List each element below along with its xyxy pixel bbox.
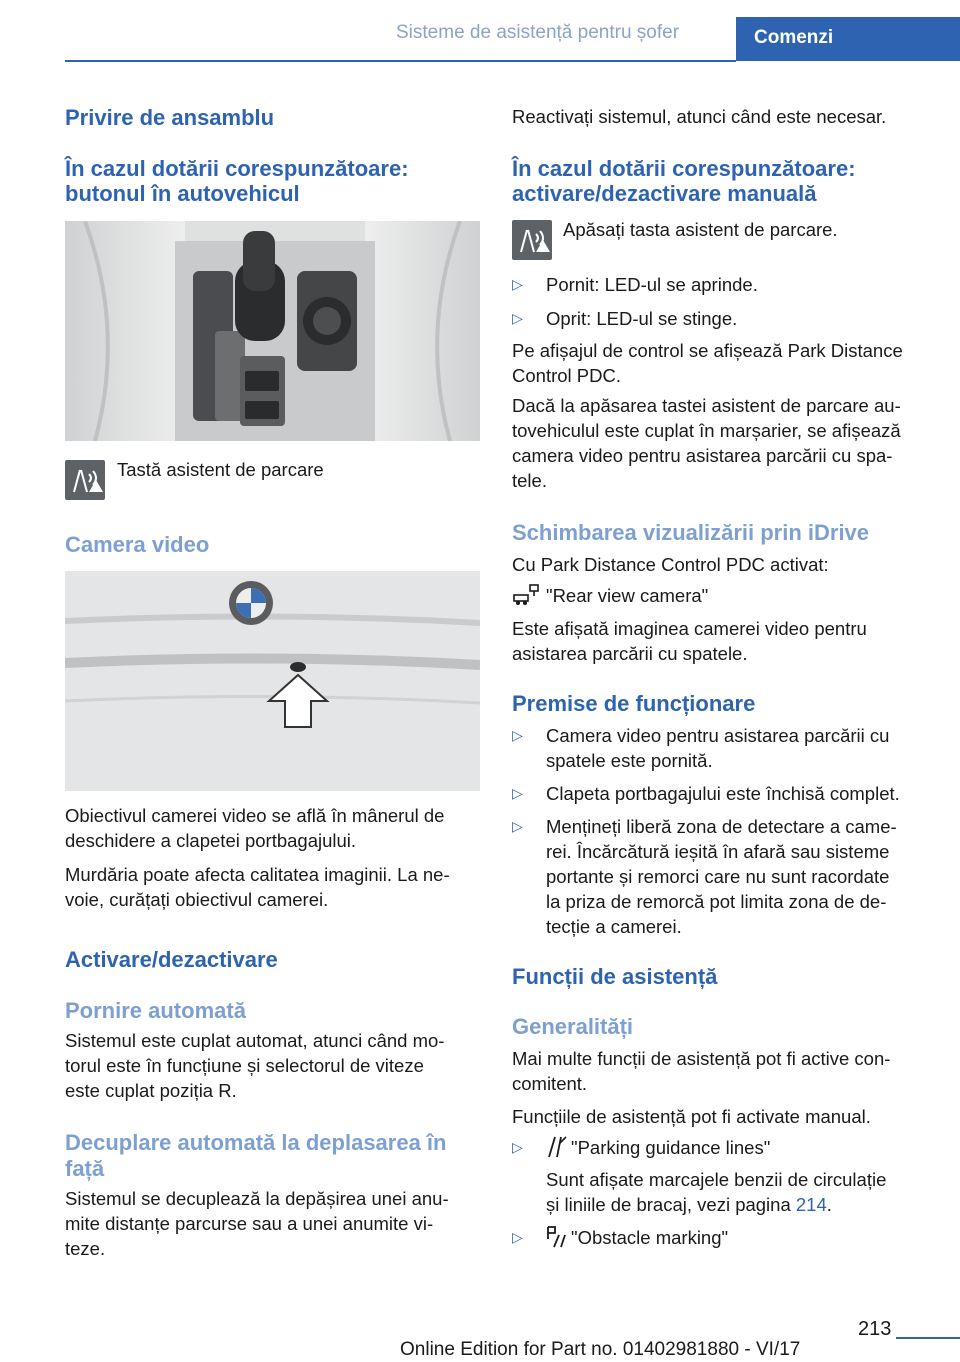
view-change-condition: Cu Park Distance Control PDC activat:	[512, 554, 829, 575]
auto-off-line2: mite distanțe parcurse sau a unei anumite vi‐	[65, 1213, 434, 1234]
page-number: 213	[858, 1318, 892, 1340]
bullet-icon: ▷	[512, 310, 523, 326]
bullet-off-text: Oprit: LED-ul se stinge.	[546, 308, 738, 329]
general-heading: Generalități	[512, 1014, 634, 1039]
bullet-on-text: Pornit: LED-ul se aprinde.	[546, 274, 758, 295]
park-assist-key-icon	[512, 220, 552, 260]
page-214-link[interactable]: 214	[795, 1194, 827, 1215]
bullet-icon: ▷	[512, 727, 523, 743]
prereq1-line2: spatele este pornită.	[546, 750, 713, 771]
view-change-heading: Schimbarea vizualizării prin iDrive	[512, 520, 870, 545]
general-line3: Funcțiile de asistență pot fi activate manual.	[512, 1106, 871, 1127]
auto-on-line1: Sistemul este cuplat automat, atunci când mo‐	[65, 1030, 445, 1051]
prereq3-line4: la priza de remorcă pot limita zona de de‐	[546, 891, 887, 912]
button-heading-line1: În cazul dotării corespunzătoare:	[65, 156, 409, 181]
prerequisites-heading: Premise de funcționare	[512, 691, 756, 716]
reverse-line1: Dacă la apăsarea tastei asistent de parcare au‐	[512, 395, 901, 416]
auto-on-line2: torul este în funcțiune și selectorul de viteze	[65, 1055, 424, 1076]
camera-paragraph1-line2: deschidere a clapetei portbagajului.	[65, 830, 357, 851]
manual-heading-line1: În cazul dotării corespunzătoare:	[512, 156, 856, 181]
general-line2: comitent.	[512, 1073, 588, 1094]
display-line2: Control PDC.	[512, 365, 621, 386]
camera-paragraph2-line1: Murdăria poate afecta calitatea imaginii. La ne‐	[65, 864, 450, 885]
prereq3-line5: tecție a camerei.	[546, 916, 682, 937]
bullet-icon: ▷	[512, 785, 523, 801]
guidance-line1: Sunt afișate marcajele benzii de circulație	[546, 1169, 887, 1190]
guidance-line2-text: și liniile de bracaj, vezi pagina	[546, 1194, 796, 1215]
parking-guidance-lines-icon	[546, 1135, 568, 1159]
prereq3-line1: Mențineți liberă zona de detectare a came‐	[546, 816, 897, 837]
overview-heading: Privire de ansamblu	[65, 105, 275, 130]
button-heading-line2: butonul în autovehicul	[65, 181, 300, 206]
camera-paragraph1-line1: Obiectivul camerei video se află în mânerul de	[65, 805, 445, 826]
header-section-title: Sisteme de asistență pentru șofer	[396, 22, 680, 43]
auto-off-heading-line1: Decuplare automată la deplasarea în	[65, 1130, 447, 1155]
reverse-line2: tovehiculul este cuplat în marșarier, se afișează	[512, 420, 901, 441]
obstacle-marking-label: "Obstacle marking"	[571, 1227, 729, 1248]
bullet-icon: ▷	[512, 1139, 523, 1155]
camera-paragraph2-line2: voie, curățați obiectivul camerei.	[65, 889, 329, 910]
view-result-line1: Este afișată imaginea camerei video pentru	[512, 618, 867, 639]
header-rule	[65, 60, 736, 62]
general-line1: Mai multe funcții de asistență pot fi active con‐	[512, 1048, 891, 1069]
auto-on-line3: este cuplat poziția R.	[65, 1080, 237, 1101]
park-assist-button-caption: Tastă asistent de parcare	[117, 459, 324, 480]
bullet-icon: ▷	[512, 818, 523, 834]
center-console-photo	[65, 221, 480, 441]
footer-rule	[896, 1337, 960, 1339]
parking-guidance-lines-label: "Parking guidance lines"	[571, 1137, 771, 1158]
guidance-line2-end: .	[826, 1194, 832, 1215]
auto-off-line3: teze.	[65, 1238, 106, 1259]
reverse-line4: tele.	[512, 470, 547, 491]
header-chapter-tab: Comenzi	[736, 17, 960, 61]
rear-camera-photo	[65, 571, 480, 791]
activation-heading: Activare/dezactivare	[65, 947, 278, 972]
reverse-line3: camera video pentru asistarea parcării cu spa‐	[512, 445, 893, 466]
prereq1-line1: Camera video pentru asistarea parcării cu	[546, 725, 890, 746]
manual-instruction: Apăsați tasta asistent de parcare.	[563, 219, 838, 240]
assist-functions-heading: Funcții de asistență	[512, 964, 718, 989]
park-assist-button-icon	[65, 460, 105, 500]
camera-heading: Camera video	[65, 532, 210, 557]
bullet-icon: ▷	[512, 1229, 523, 1245]
prereq2-text: Clapeta portbagajului este închisă complet.	[546, 783, 900, 804]
auto-on-heading: Pornire automată	[65, 998, 246, 1023]
rear-view-camera-menu-label: "Rear view camera"	[546, 585, 709, 606]
bullet-icon: ▷	[512, 276, 523, 292]
auto-off-heading-line2: față	[65, 1156, 105, 1181]
view-result-line2: asistarea parcării cu spatele.	[512, 643, 748, 664]
reactivate-text: Reactivați sistemul, atunci când este necesar.	[512, 106, 887, 127]
rear-camera-menu-icon	[512, 583, 540, 609]
guidance-line2	[546, 1192, 832, 1218]
manual-heading-line2: activare/dezactivare manuală	[512, 181, 817, 206]
prereq3-line3: portante și remorci care nu sunt racordate	[546, 866, 890, 887]
prereq3-line2: rei. Încărcătură ieșită în afară sau sisteme	[546, 841, 890, 862]
obstacle-marking-icon	[546, 1225, 568, 1249]
display-line1: Pe afișajul de control se afișează Park Distance	[512, 340, 903, 361]
edition-footer: Online Edition for Part no. 01402981880 - VI/17	[400, 1339, 801, 1360]
auto-off-line1: Sistemul se decuplează la depășirea unei anu‐	[65, 1188, 449, 1209]
